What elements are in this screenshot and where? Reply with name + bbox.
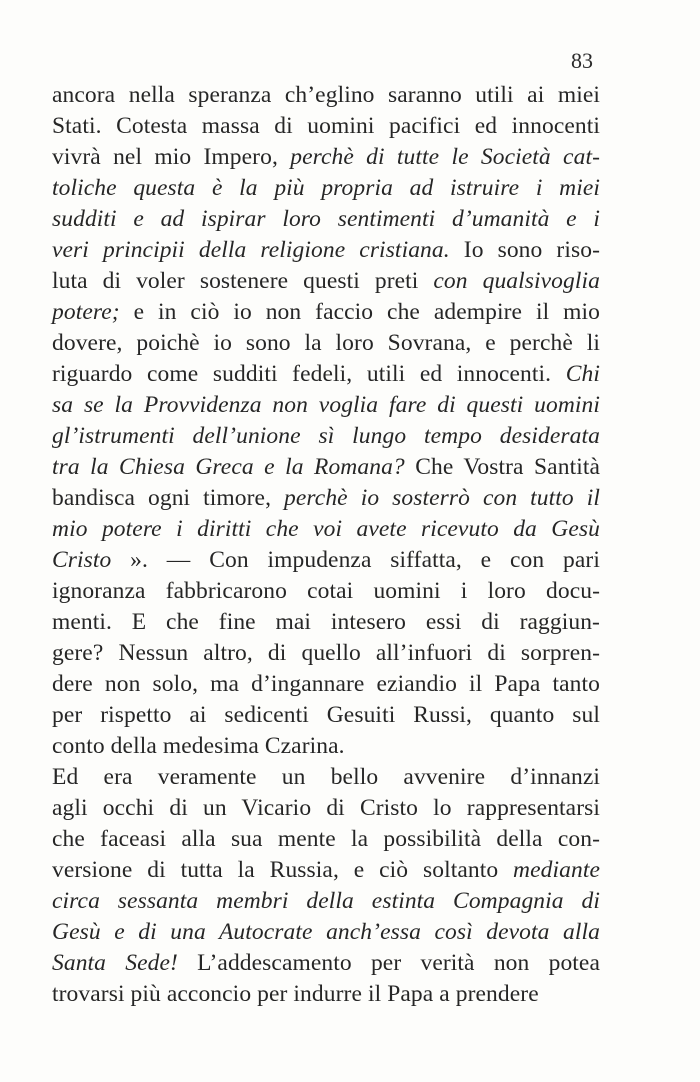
text-segment: menti. E che fine mai intesero essi di raggiun-: [52, 609, 600, 635]
text-line: [52, 731, 600, 762]
italic-text-segment: perchè io sosterrò con tutto il: [284, 485, 600, 511]
text-line: [52, 390, 600, 421]
text-line: [52, 142, 600, 173]
text-line: [52, 762, 600, 793]
text-segment: conto della medesima Czarina.: [52, 733, 345, 759]
text-line: [52, 235, 600, 266]
italic-text-segment: sudditi e ad ispirar loro sentimenti d’umanità e i: [52, 206, 600, 232]
text-segment: Io sono riso-: [449, 237, 600, 263]
italic-text-segment: Gesù e di una Autocrate anch’essa così devota alla: [52, 919, 600, 945]
text-segment: Ed era veramente un bello avvenire d’innanzi: [52, 764, 600, 790]
italic-text-segment: gl’istrumenti dell’unione sì lungo tempo desiderata: [52, 423, 600, 449]
italic-text-segment: perchè di tutte le Società cat-: [290, 144, 600, 170]
text-segment: bandisca ogni timore,: [52, 485, 285, 511]
text-line: [52, 80, 600, 111]
text-line: [52, 917, 600, 948]
text-segment: dovere, poichè io sono la loro Sovrana, e perchè li: [52, 330, 600, 356]
italic-text-segment: toliche questa è la più propria ad istruire i miei: [52, 175, 600, 201]
text-line: [52, 111, 600, 142]
body-text: [52, 80, 600, 1010]
italic-text-segment: sa se la Provvidenza non voglia fare di questi uomini: [52, 392, 600, 418]
text-line: [52, 669, 600, 700]
text-line: [52, 979, 600, 1010]
text-segment: per rispetto ai sedicenti Gesuiti Russi, quanto sul: [52, 702, 600, 728]
italic-text-segment: tra la Chiesa Greca e la Romana?: [52, 454, 405, 480]
italic-text-segment: veri principii della religione cristiana.: [52, 237, 450, 263]
text-line: [52, 483, 600, 514]
text-line: [52, 204, 600, 235]
text-line: [52, 328, 600, 359]
italic-text-segment: con qualsivoglia: [433, 268, 600, 294]
italic-text-segment: mediante: [513, 857, 600, 883]
text-line: [52, 173, 600, 204]
text-line: [52, 297, 600, 328]
italic-text-segment: potere;: [52, 299, 120, 325]
text-segment: ignoranza fabbricarono cotai uomini i loro docu-: [52, 578, 600, 604]
text-line: [52, 266, 600, 297]
text-line: [52, 793, 600, 824]
text-line: [52, 514, 600, 545]
text-line: [52, 700, 600, 731]
text-segment: dere non solo, ma d’ingannare eziandio il Papa tanto: [52, 671, 600, 697]
italic-text-segment: mio potere i diritti che voi avete ricevuto da Gesù: [52, 516, 600, 542]
text-segment: riguardo come sudditi fedeli, utili ed innocenti.: [52, 361, 566, 387]
text-segment: trovarsi più acconcio per indurre il Papa a prendere: [52, 981, 539, 1007]
text-line: [52, 607, 600, 638]
text-line: [52, 824, 600, 855]
text-segment: vivrà nel mio Impero,: [52, 144, 291, 170]
text-segment: e in ciò io non faccio che adempire il mio: [119, 299, 600, 325]
text-line: [52, 421, 600, 452]
italic-text-segment: Chi: [565, 361, 600, 387]
text-segment: che faceasi alla sua mente la possibilità della con-: [52, 826, 600, 852]
text-segment: Stati. Cotesta massa di uomini pacifici ed innocenti: [52, 113, 600, 139]
text-segment: L’addescamento per verità non potea: [177, 950, 600, 976]
text-segment: Che Vostra Santità: [404, 454, 600, 480]
text-segment: gere? Nessun altro, di quello all’infuori di sorpren-: [52, 640, 600, 666]
text-segment: ». — Con impudenza siffatta, e con pari: [111, 547, 600, 573]
text-line: [52, 948, 600, 979]
text-line: [52, 855, 600, 886]
text-segment: luta di voler sostenere questi preti: [52, 268, 434, 294]
text-line: [52, 638, 600, 669]
italic-text-segment: circa sessanta membri della estinta Compagnia di: [52, 888, 600, 914]
text-line: [52, 545, 600, 576]
italic-text-segment: Cristo: [52, 547, 112, 573]
text-line: [52, 452, 600, 483]
page-number: 83: [571, 48, 593, 73]
text-line: [52, 359, 600, 390]
text-line: [52, 576, 600, 607]
text-segment: ancora nella speranza ch’eglino saranno utili ai miei: [52, 82, 600, 108]
text-line: [52, 886, 600, 917]
text-segment: versione di tutta la Russia, e ciò soltanto: [52, 857, 514, 883]
italic-text-segment: Santa Sede!: [52, 950, 178, 976]
text-segment: agli occhi di un Vicario di Cristo lo rappresentarsi: [52, 795, 600, 821]
